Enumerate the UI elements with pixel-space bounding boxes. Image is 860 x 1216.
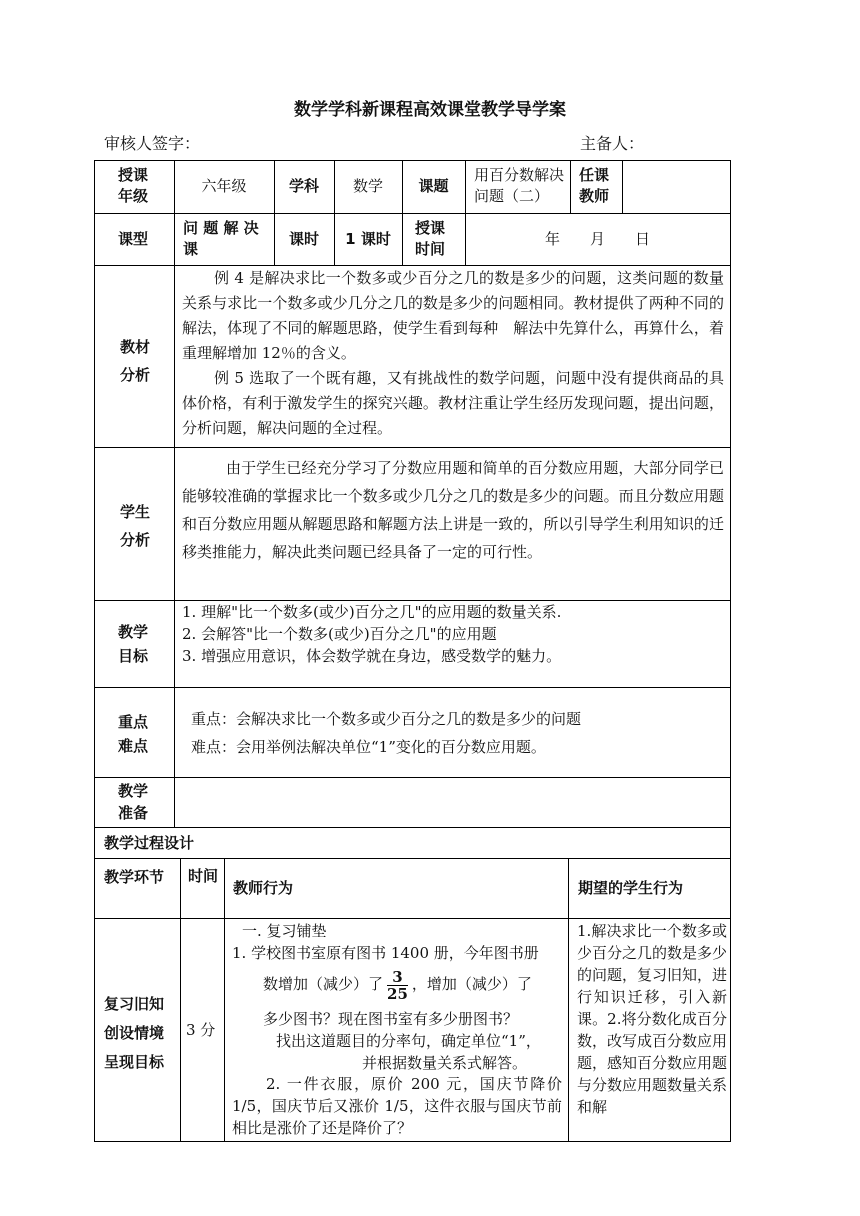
col-header-teacher: 教师行为 [233, 879, 294, 897]
stage-review: 复习旧知创设情境呈现目标 [104, 995, 165, 1071]
material-analysis-paragraph-2: 例 5 选取了一个既有趣，又有挑战性的数学问题，问题中没有提供商品的具体价格，有利于激发学生的探究兴趣。教材注重让学生经历发现问题，提出问题，分析问题，解决问题的全过程。 [182, 369, 724, 437]
preparer-label: 主备人： [580, 134, 645, 153]
review-question-1-line-4: 找出这道题目的分率句，确定单位“1”， [276, 1032, 541, 1050]
grade-value: 六年级 [201, 177, 247, 195]
time-value: 年 月 日 [544, 230, 650, 248]
key-point-text: 重点：会解决求比一个数多或少百分之几的数是多少的问题 [191, 710, 582, 728]
fraction-numerator: 3 [387, 969, 408, 986]
hours-label: 课时 [288, 230, 319, 248]
expected-student-behavior: 1.解决求比一个数多或少百分之几的数是多少的问题，复习旧知，进行知识迁移，引入新课。2.将分数化成百分数，改写成百分数应用题，感知百分数应用题与分数应用题数量关系和解 [577, 922, 728, 1116]
review-question-1-text-b: ，增加（减少）了 [411, 975, 532, 993]
teaching-prep-label: 教学准备 [118, 782, 149, 822]
hours-value: 1 课时 [345, 230, 391, 248]
teaching-goals-list [182, 601, 724, 667]
type-value: 问 题 解 决 课 [183, 219, 259, 258]
key-difficulty-label: 重点难点 [118, 713, 149, 755]
subject-label: 学科 [288, 177, 319, 195]
grade-label: 授课年级 [118, 166, 149, 205]
subject-value: 数学 [352, 177, 383, 195]
teaching-goal-item: 3. 增强应用意识，体会数学就在身边，感受数学的魅力。 [182, 647, 562, 665]
teaching-goals-label: 教学目标 [118, 623, 149, 665]
col-header-student: 期望的学生行为 [578, 879, 684, 897]
col-header-stage: 教学环节 [104, 868, 165, 886]
fraction-denominator: 25 [387, 984, 408, 1003]
time-label: 授课时间 [415, 219, 446, 258]
review-question-1-line-5: 并根据数量关系式解答。 [362, 1054, 528, 1072]
document-title: 数学学科新课程高效课堂教学导学案 [294, 100, 566, 120]
material-analysis-label: 教材分析 [120, 338, 151, 384]
student-analysis-label: 学生分析 [120, 503, 151, 549]
student-analysis-paragraph: 由于学生已经充分学习了分数应用题和简单的百分数应用题，大部分同学已能够较准确的掌握求比一个数多或少几分之几的数是多少的问题。而且分数应用题和百分数应用题从解题思路和解题方法上讲是一致的，所以引导学生利用知识的迁移类推能力，解决此类问题已经具备了一定的可行性。 [182, 459, 724, 561]
difficulty-text: 难点：会用举例法解决单位“1”变化的百分数应用题。 [191, 738, 546, 756]
process-section-title: 教学过程设计 [104, 834, 195, 852]
reviewer-signature-label: 审核人签字： [104, 134, 201, 153]
fraction [387, 969, 408, 1002]
review-question-1-line-3: 多少图书？现在图书室有多少册图书？ [263, 1010, 519, 1028]
review-heading: 一. 复习铺垫 [242, 922, 327, 940]
topic-value: 用百分数解决问题（二） [474, 166, 565, 205]
review-question-1-text-a: 数增加（减少）了 [263, 975, 384, 993]
review-question-1-line-2 [263, 964, 563, 1004]
teaching-goal-item: 2. 会解答"比一个数多(或少)百分之几"的应用题 [182, 625, 497, 643]
topic-label: 课题 [418, 177, 449, 195]
material-analysis-paragraph-1: 例 4 是解决求比一个数多或少百分之几的数是多少的问题，这类问题的数量关系与求比一个数多或少几分之几的数是多少的问题相同。教材提供了两种不同的解法，体现了不同的解题思路，使学生看到每种 解法中先算什么，再算什么，着重理解增加 12％的含义。 [182, 269, 724, 362]
teacher-label: 任课教师 [579, 166, 610, 205]
review-question-1-line-1: 1. 学校图书室原有图书 1400 册，今年图书册 [232, 944, 539, 962]
review-question-2: 2. 一件衣服，原价 200 元，国庆节降价 1/5，国庆节后又涨价 1/5，这件衣服与国庆节前相比是涨价了还是降价了？ [232, 1075, 562, 1137]
stage-time: 3 分 [186, 1021, 216, 1039]
type-label: 课型 [118, 230, 149, 248]
teaching-goal-item: 1. 理解"比一个数多(或少)百分之几"的应用题的数量关系. [182, 603, 562, 621]
col-header-time: 时间 [188, 867, 219, 885]
